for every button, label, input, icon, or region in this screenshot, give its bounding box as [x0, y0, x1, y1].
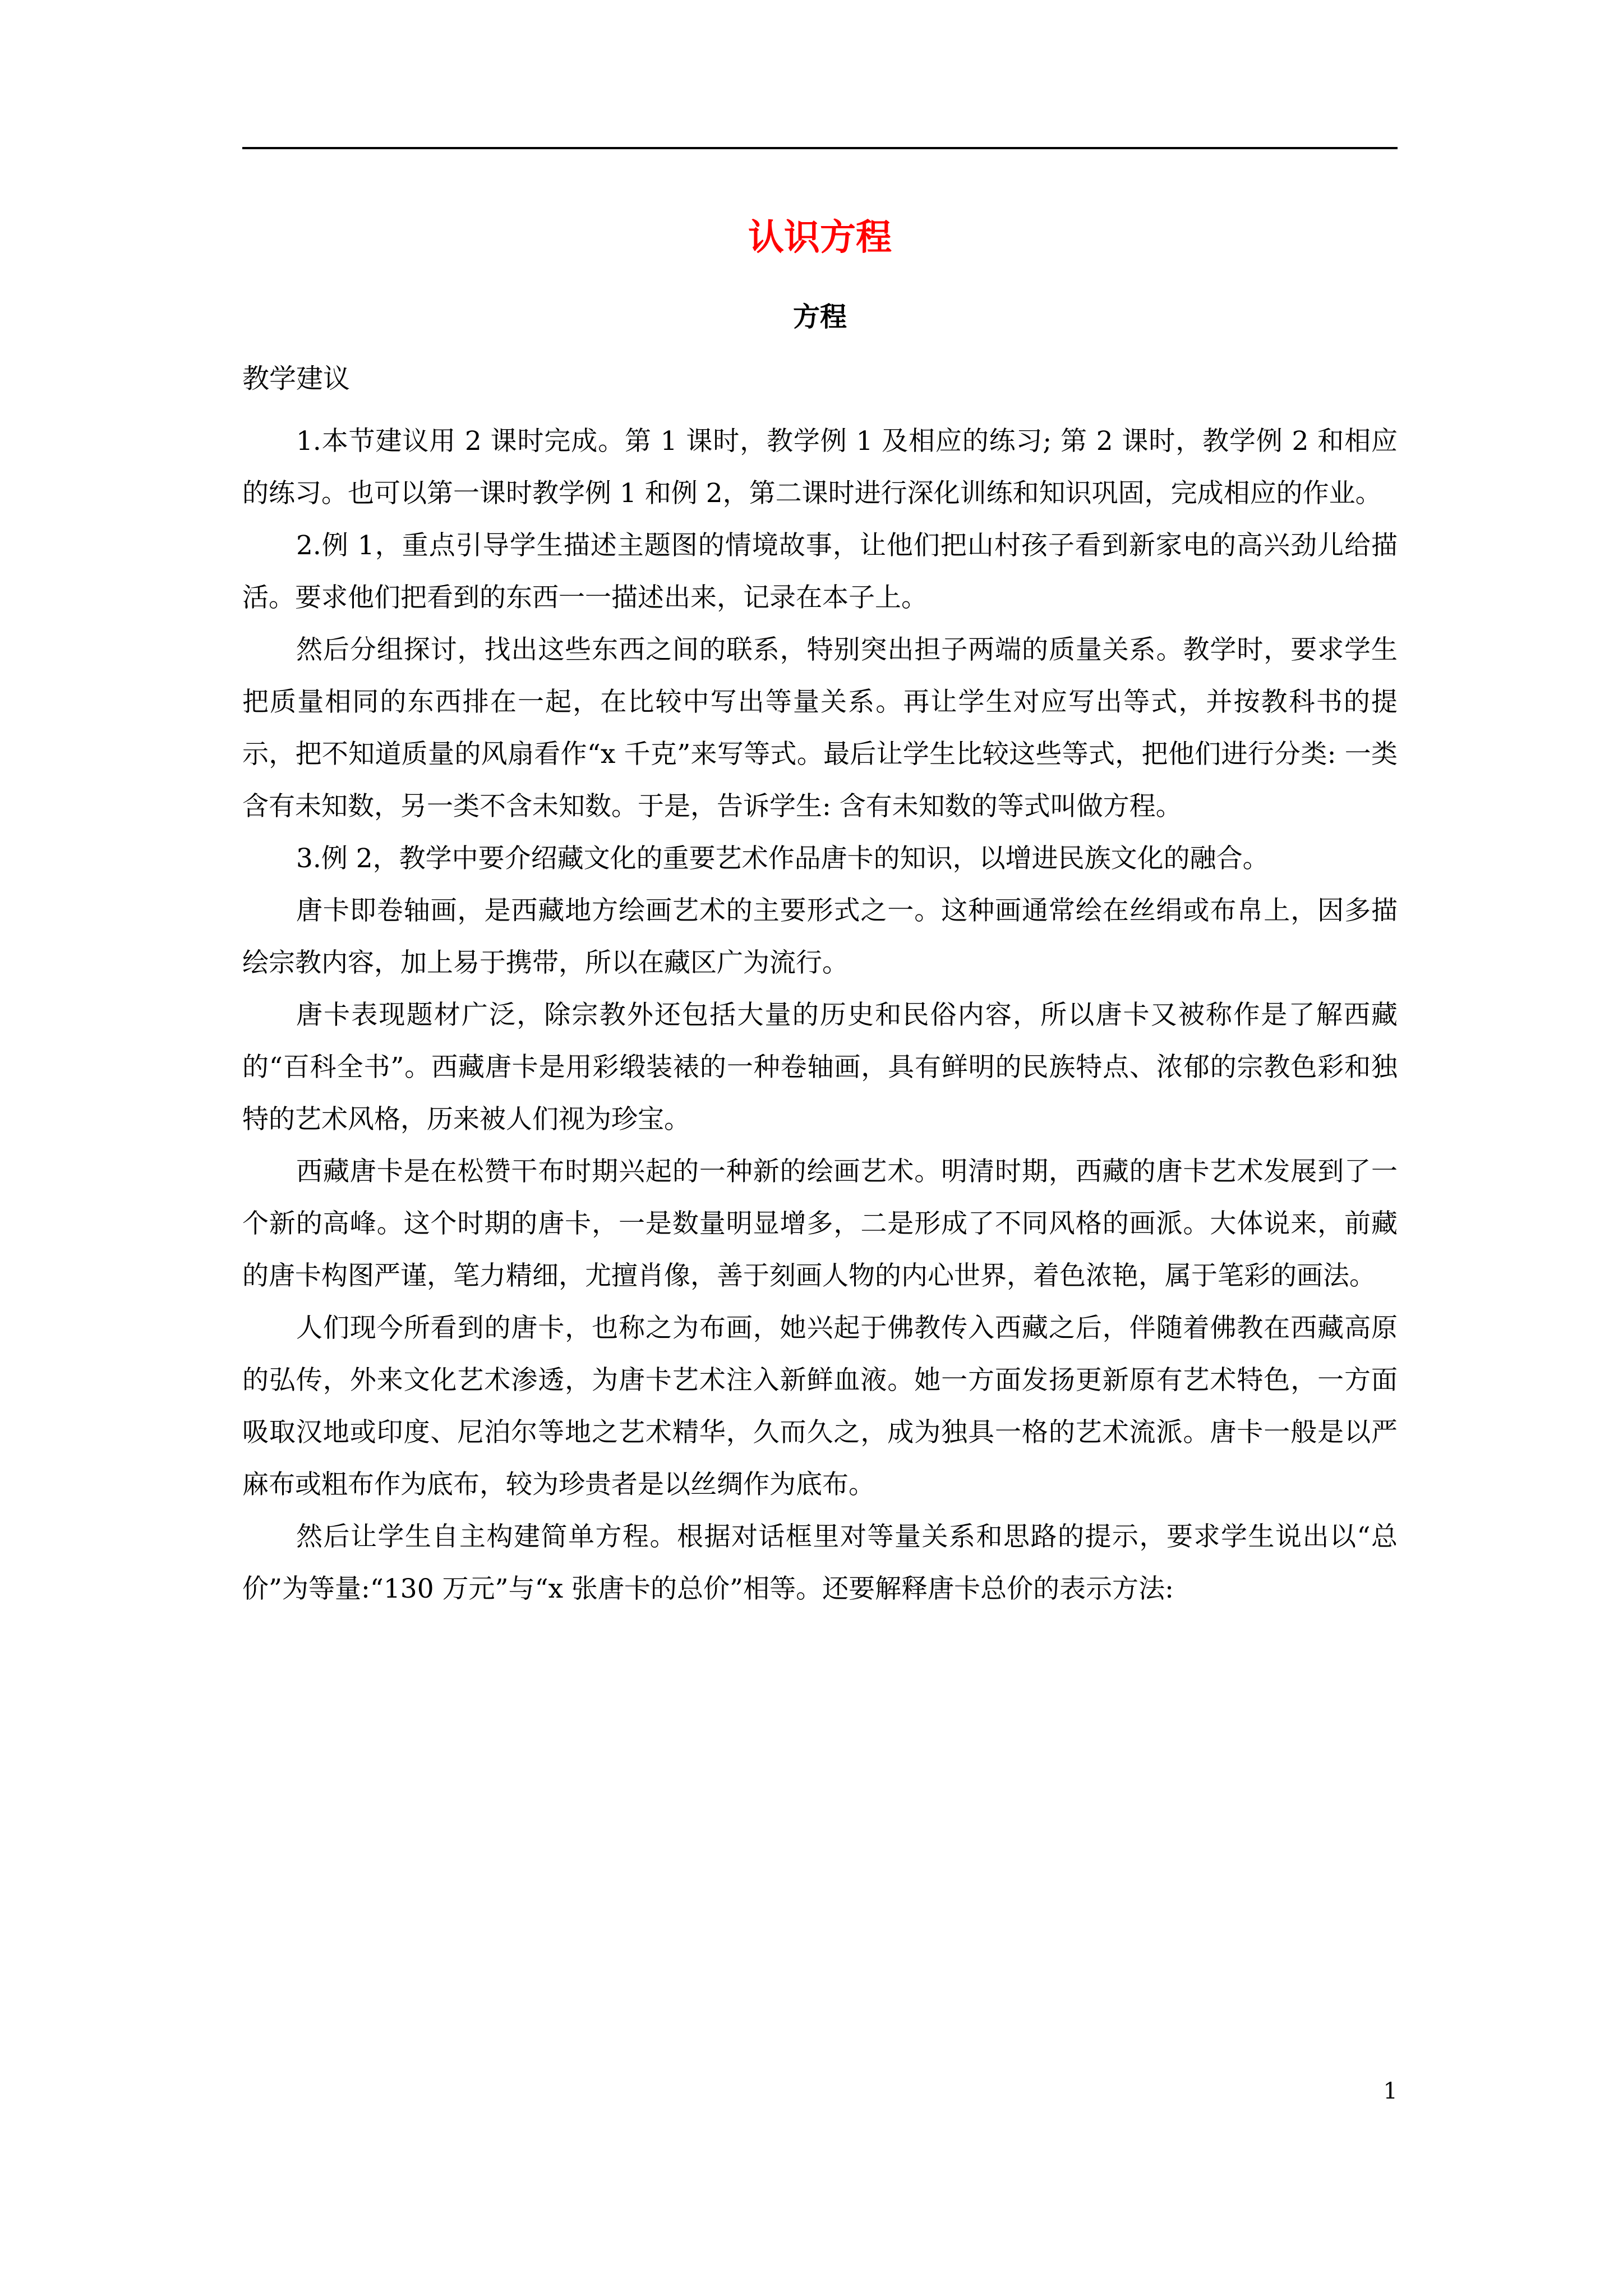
paragraph-8: 人们现今所看到的唐卡，也称之为布画，她兴起于佛教传入西藏之后，伴随着佛教在西藏高原的弘传，外来文化艺术渗透，为唐卡艺术注入新鲜血液。她一方面发扬更新原有艺术特色，一方面吸取汉地或印度、尼泊尔等地之艺术精华，久而久之，成为独具一格的艺术流派。唐卡一般是以严麻布或粗布作为底布，较为珍贵者是以丝绸作为底布。 — [242, 1313, 1398, 1500]
paragraph-5: 唐卡即卷轴画，是西藏地方绘画艺术的主要形式之一。这种画通常绘在丝绢或布帛上，因多描绘宗教内容，加上易于携带，所以在藏区广为流行。 — [242, 895, 1398, 978]
paragraph-9: 然后让学生自主构建简单方程。根据对话框里对等量关系和思路的提示，要求学生说出以“总价”为等量:“130 万元”与“x 张唐卡的总价”相等。还要解释唐卡总价的表示方法: — [242, 1521, 1398, 1604]
paragraph-6: 唐卡表现题材广泛，除宗教外还包括大量的历史和民俗内容，所以唐卡又被称作是了解西藏的“百科全书”。西藏唐卡是用彩缎装裱的一种卷轴画，具有鲜明的民族特点、浓郁的宗教色彩和独特的艺术风格，历来被人们视为珍宝。 — [242, 1000, 1398, 1135]
page-title: 认识方程 — [748, 217, 892, 259]
page-number: 1 — [1383, 2078, 1398, 2104]
paragraph-1: 1.本节建议用 2 课时完成。第 1 课时，教学例 1 及相应的练习; 第 2 课时，教学例 2 和相应的练习。也可以第一课时教学例 1 和例 2，第二课时进行深化训练和知识巩固，完成相应的作业。 — [242, 426, 1398, 509]
body-text — [242, 415, 1398, 1615]
paragraph-2: 2.例 1，重点引导学生描述主题图的情境故事，让他们把山村孩子看到新家电的高兴劲儿给描活。要求他们把看到的东西一一描述出来，记录在本子上。 — [242, 530, 1398, 613]
paragraph-7: 西藏唐卡是在松赞干布时期兴起的一种新的绘画艺术。明清时期，西藏的唐卡艺术发展到了一个新的高峰。这个时期的唐卡，一是数量明显增多，二是形成了不同风格的画派。大体说来，前藏的唐卡构图严谨，笔力精细，尤擅肖像，善于刻画人物的内心世界，着色浓艳，属于笔彩的画法。 — [242, 1156, 1398, 1291]
section-label: 教学建议 — [242, 363, 351, 394]
header-rule — [242, 147, 1398, 149]
paragraph-3: 然后分组探讨，找出这些东西之间的联系，特别突出担子两端的质量关系。教学时，要求学生把质量相同的东西排在一起，在比较中写出等量关系。再让学生对应写出等式，并按教科书的提示，把不知道质量的风扇看作“x 千克”来写等式。最后让学生比较这些等式，把他们进行分类: 一类含有未知数，另一类不含未知数。于是，告诉学生: 含有未知数的等式叫做方程。 — [242, 634, 1398, 822]
section-subtitle: 方程 — [792, 301, 847, 333]
paragraph-4: 3.例 2，教学中要介绍藏文化的重要艺术作品唐卡的知识，以增进民族文化的融合。 — [296, 843, 1269, 874]
